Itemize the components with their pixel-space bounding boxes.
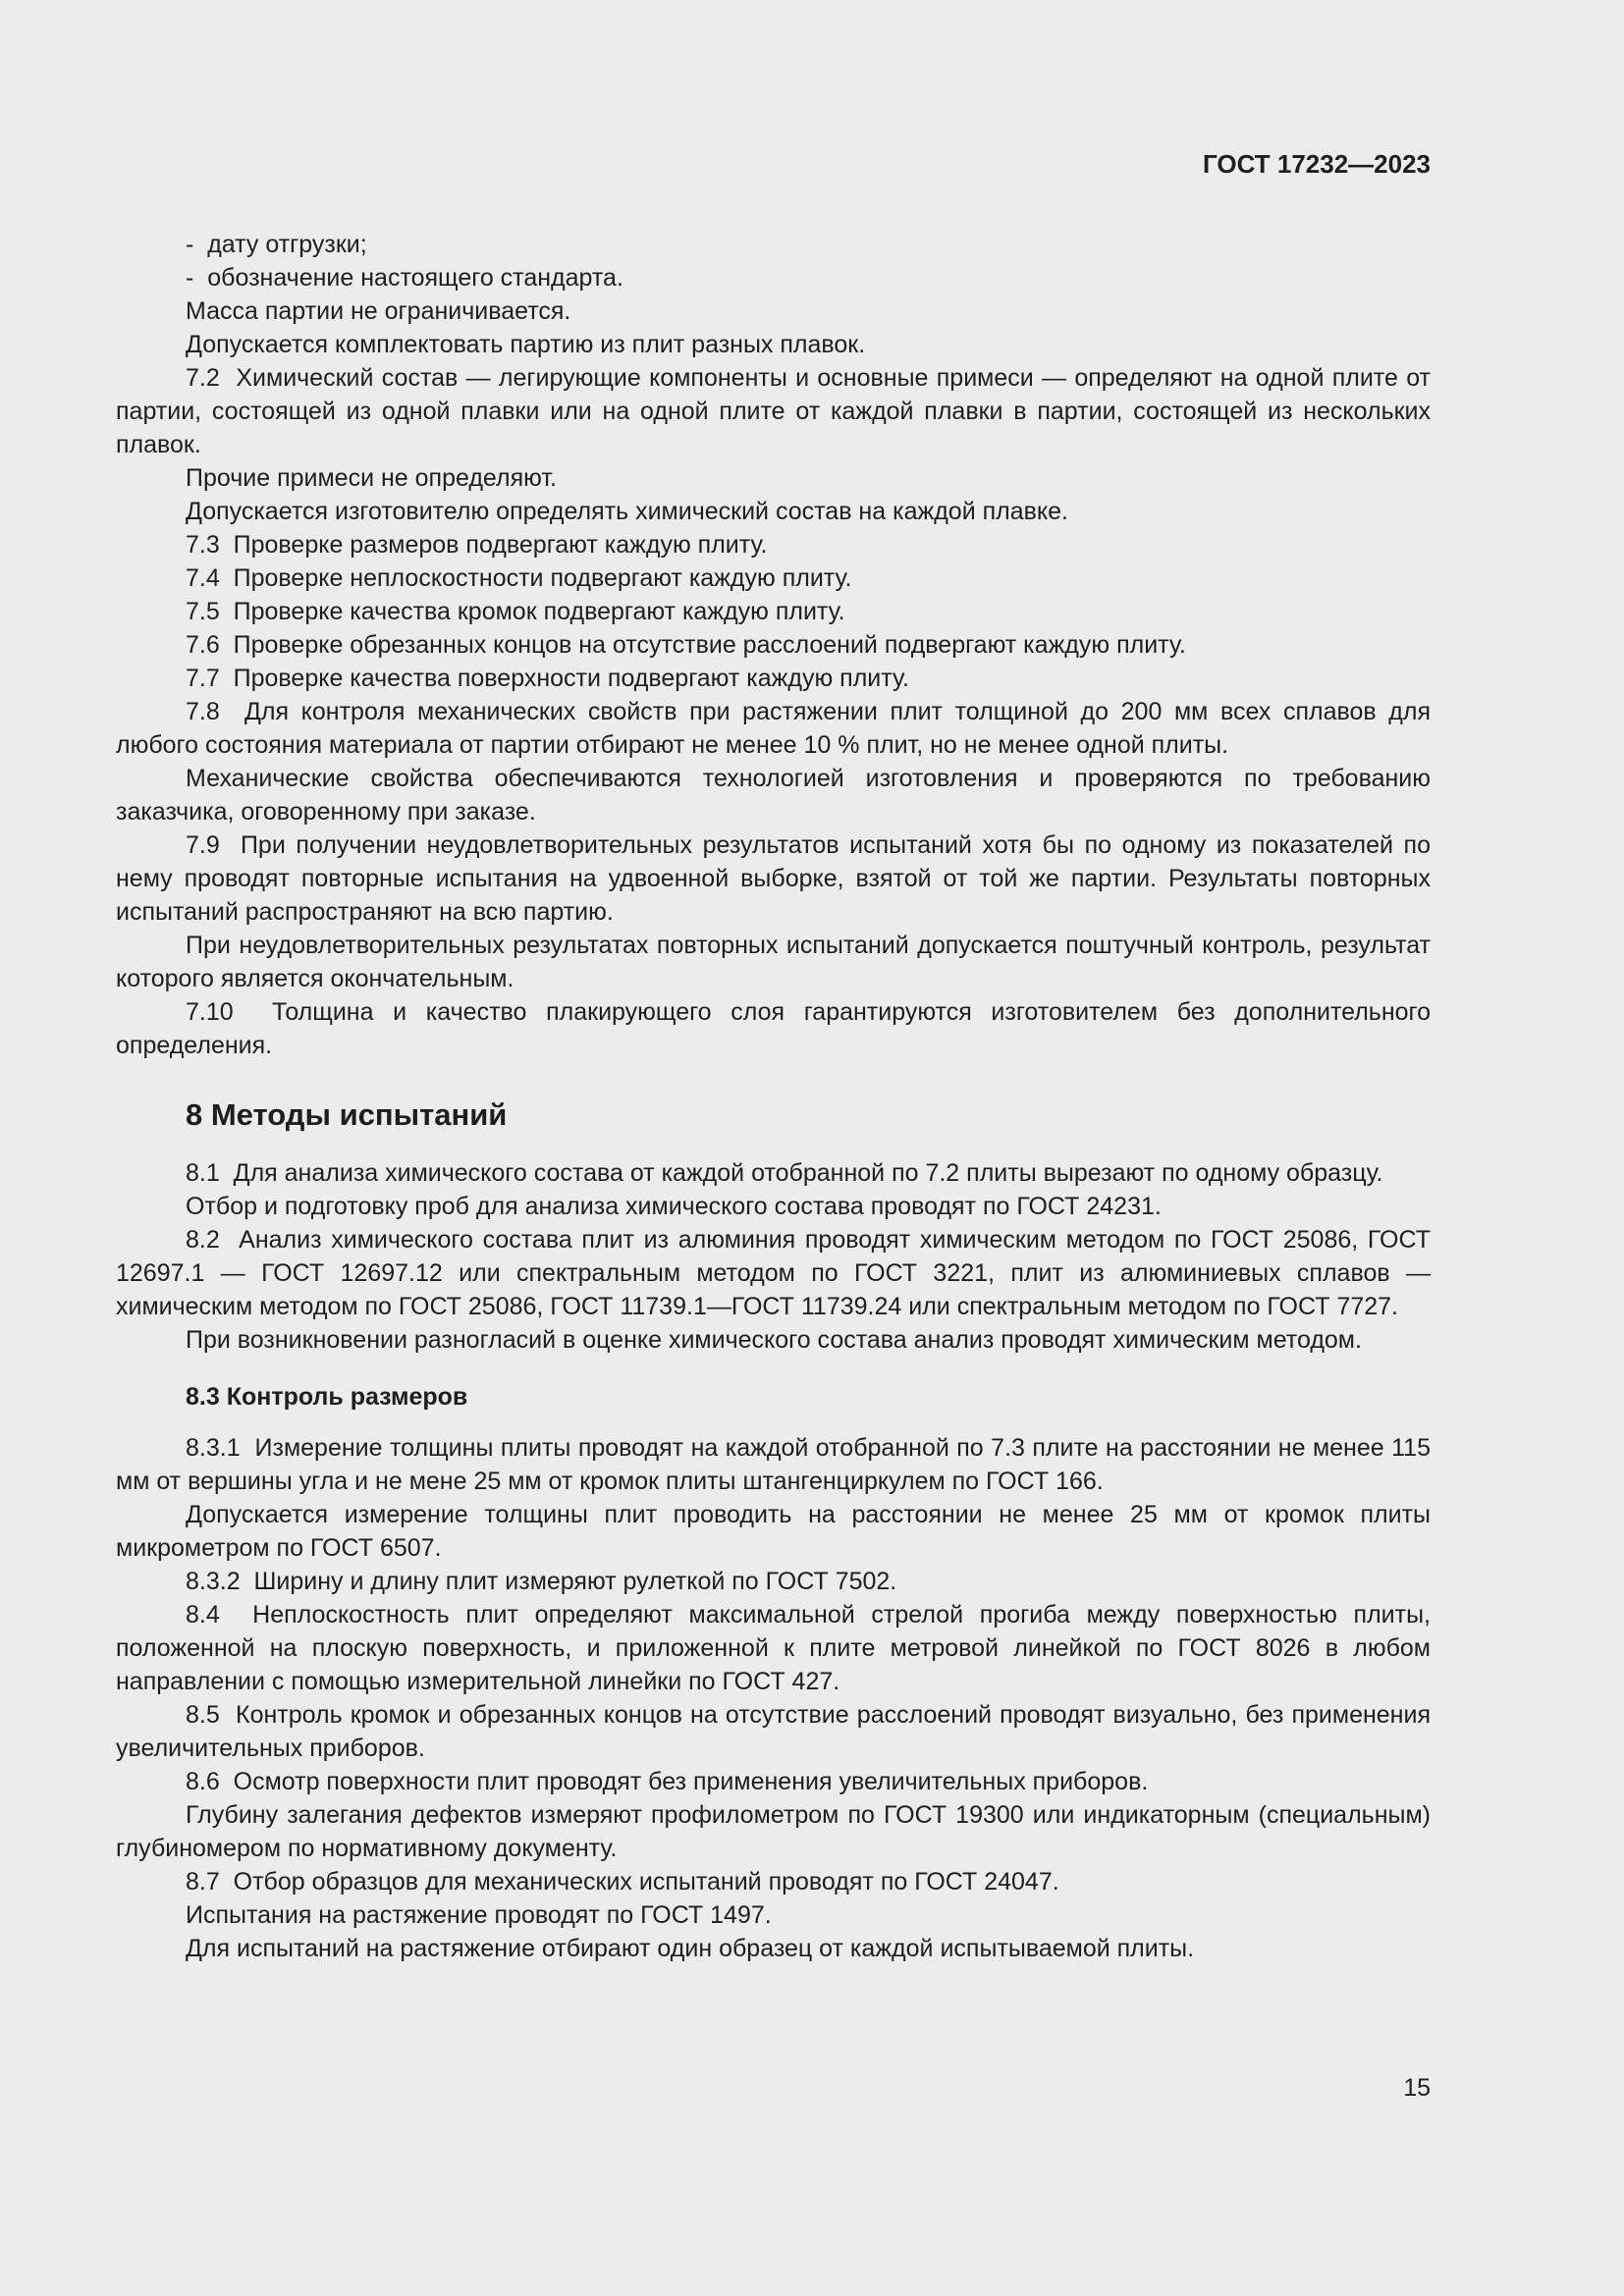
paragraph: 8.1 Для анализа химического состава от каждой отобранной по 7.2 плиты вырезают по одному образцу. [186, 1159, 1383, 1187]
paragraph: Допускается комплектовать партию из плит разных плавок. [186, 331, 866, 358]
paragraph: 8.7 Отбор образцов для механических испытаний проводят по ГОСТ 24047. [186, 1868, 1059, 1896]
paragraph: 8.2 Анализ химического состава плит из алюминия проводят химическим методом по ГОСТ 25086, ГОСТ 12697.1 — ГОСТ 12697.12 или спектральным методом по ГОСТ 3221, плит из алюминиевых сплавов — химическим методом по ГОСТ 25086, ГОСТ 11739.1—ГОСТ 11739.24 или спектральным методом по ГОСТ 7727. [116, 1226, 1437, 1320]
page-number: 15 [1403, 2074, 1431, 2102]
paragraph: Прочие примеси не определяют. [186, 464, 557, 492]
paragraph: 8.5 Контроль кромок и обрезанных концов на отсутствие расслоений проводят визуально, без применения увеличительных приборов. [116, 1701, 1437, 1762]
paragraph: Допускается изготовителю определять химический состав на каждой плавке. [186, 498, 1068, 525]
paragraph: Отбор и подготовку проб для анализа химического состава проводят по ГОСТ 24231. [186, 1193, 1162, 1220]
section-heading: 8 Методы испытаний [186, 1097, 508, 1132]
paragraph: Допускается измерение толщины плит проводить на расстоянии не менее 25 мм от кромок плиты микрометром по ГОСТ 6507. [116, 1501, 1437, 1562]
paragraph: 8.4 Неплоскостность плит определяют максимальной стрелой прогиба между поверхностью плиты, положенной на плоскую поверхность, и приложенной к плите метровой линейкой по ГОСТ 8026 в любом направлении с помощью измерительной линейки по ГОСТ 427. [116, 1601, 1437, 1695]
paragraph: 8.3.2 Ширину и длину плит измеряют рулеткой по ГОСТ 7502. [186, 1568, 897, 1595]
subsection-heading: 8.3 Контроль размеров [186, 1383, 468, 1411]
paragraph: 7.3 Проверке размеров подвергают каждую плиту. [186, 531, 768, 559]
paragraph: 7.9 При получении неудовлетворительных результатов испытаний хотя бы по одному из показателей по нему проводят повторные испытания на удвоенной выборке, взятой от той же партии. Результаты повторных испытаний распространяют на всю партию. [116, 831, 1437, 926]
document-body [116, 228, 1437, 1965]
paragraph: 7.4 Проверке неплоскостности подвергают каждую плиту. [186, 564, 852, 592]
paragraph: 7.7 Проверке качества поверхности подвергают каждую плиту. [186, 665, 909, 692]
paragraph: Глубину залегания дефектов измеряют профилометром по ГОСТ 19300 или индикаторным (специальным) глубиномером по нормативному документу. [116, 1801, 1437, 1862]
paragraph: 7.10 Толщина и качество плакирующего слоя гарантируются изготовителем без дополнительного определения. [116, 998, 1437, 1059]
paragraph: Масса партии не ограничивается. [186, 297, 571, 325]
paragraph: При неудовлетворительных результатах повторных испытаний допускается поштучный контроль, результат которого является окончательным. [116, 932, 1437, 992]
paragraph: При возникновении разногласий в оценке химического состава анализ проводят химическим методом. [186, 1326, 1362, 1354]
paragraph: Испытания на растяжение проводят по ГОСТ 1497. [186, 1901, 772, 1929]
paragraph: - обозначение настоящего стандарта. [186, 264, 623, 292]
paragraph: 8.3.1 Измерение толщины плиты проводят на каждой отобранной по 7.3 плите на расстоянии не менее 115 мм от вершины угла и не мене 25 мм от кромок плиты штангенциркулем по ГОСТ 166. [116, 1434, 1437, 1495]
paragraph: 7.5 Проверке качества кромок подвергают каждую плиту. [186, 598, 845, 625]
document-code-header: ГОСТ 17232—2023 [1203, 149, 1431, 179]
paragraph: Механические свойства обеспечиваются технологией изготовления и проверяются по требованию заказчика, оговоренному при заказе. [116, 765, 1437, 826]
paragraph: - дату отгрузки; [186, 231, 367, 258]
paragraph: 8.6 Осмотр поверхности плит проводят без применения увеличительных приборов. [186, 1768, 1149, 1795]
paragraph: 7.6 Проверке обрезанных концов на отсутствие расслоений подвергают каждую плиту. [186, 631, 1186, 659]
paragraph: Для испытаний на растяжение отбирают один образец от каждой испытываемой плиты. [186, 1935, 1195, 1962]
paragraph: 7.8 Для контроля механических свойств при растяжении плит толщиной до 200 мм всех сплавов для любого состояния материала от партии отбирают не менее 10 % плит, но не менее одной плиты. [116, 698, 1437, 759]
paragraph: 7.2 Химический состав — легирующие компоненты и основные примеси — определяют на одной плите от партии, состоящей из одной плавки или на одной плите от каждой плавки в партии, состоящей из нескольких плавок. [116, 364, 1437, 458]
